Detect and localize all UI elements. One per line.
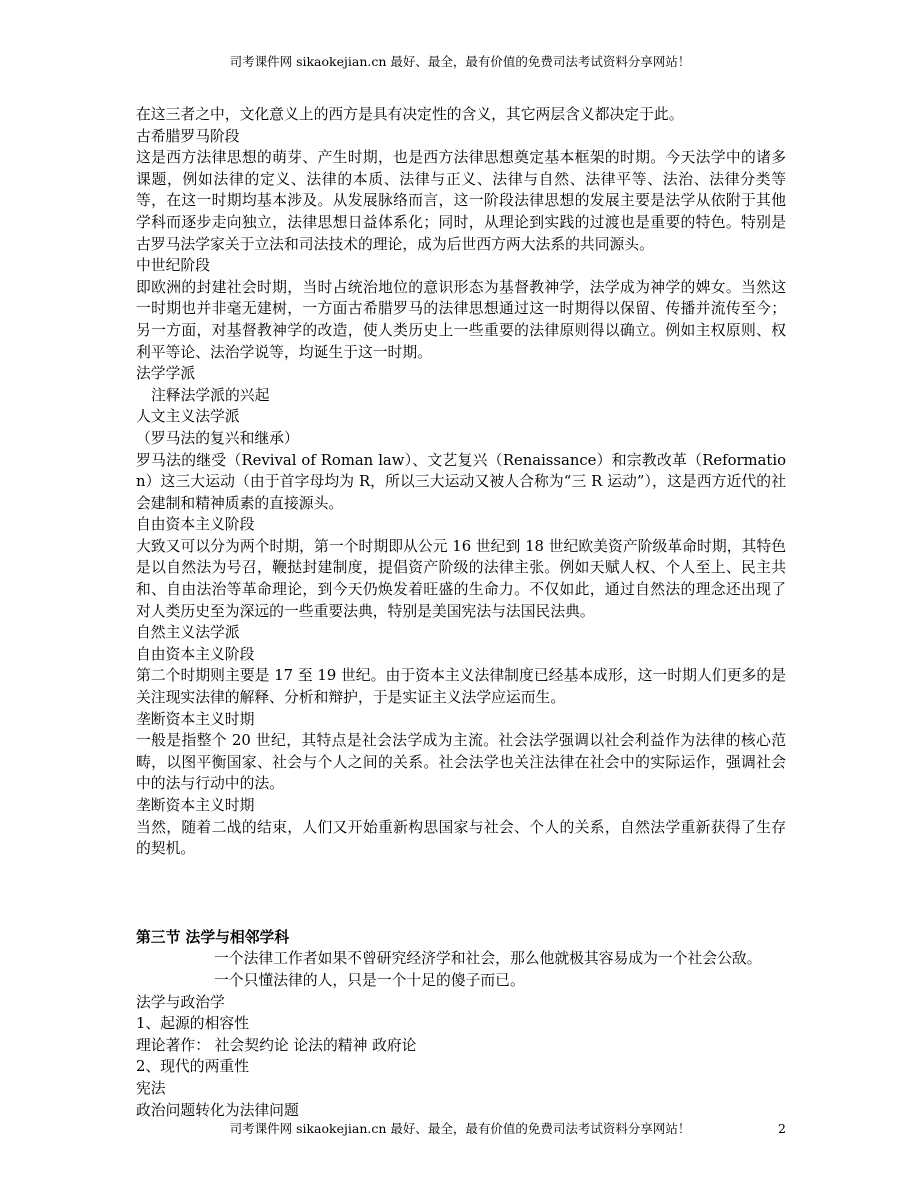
quote-line: 一个法律工作者如果不曾研究经济学和社会，那么他就极其容易成为一个社会公敌。 xyxy=(214,950,762,968)
paragraph: 即欧洲的封建社会时期，当时占统治地位的意识形态为基督教神学，法学成为神学的婢女。当然这一时期也并非毫无建树，一方面古希腊罗马的法律思想通过这一时期得以保留、传播并流传至今；另一方面，对基督教神学的改造，使人类历史上一些重要的法律原则得以确立。例如主权原则、权利平等论、法治学说等，均诞生于这一时期。 xyxy=(136,278,786,361)
paragraph: 第二个时期则主要是 17 至 19 世纪。由于资本主义法律制度已经基本成形，这一时期人们更多的是关注现实法律的解释、分析和辩护，于是实证主义法学应运而生。 xyxy=(136,667,786,707)
subheading: 注释法学派的兴起 xyxy=(151,386,270,404)
header-text: 司考课件网 sikaokejian.cn 最好、最全，最有价值的免费司法考试资料分享网站！ xyxy=(229,54,691,69)
subheading: 人文主义法学派 xyxy=(136,408,240,426)
subheading: 自然主义法学派 xyxy=(136,624,240,642)
paragraph: 政治问题转化为法律问题 xyxy=(136,1101,299,1119)
paragraph: 宪法 xyxy=(136,1079,166,1097)
page-footer xyxy=(0,1121,920,1137)
subheading: 法学学派 xyxy=(136,365,196,383)
subheading: 垄断资本主义时期 xyxy=(136,797,255,814)
spacer xyxy=(136,860,786,927)
paragraph: 罗马法的继受（Revival of Roman law）、文艺复兴（Renaissance）和宗教改革（Reformation）这三大运动（由于首字母均为 R，所以三大运动又被人合称为“三 R 运动”），这是西方近代的社会建制和精神质素的直接源头。 xyxy=(136,451,786,512)
page-number: 2 xyxy=(778,1121,786,1136)
footer-text: 司考课件网 sikaokejian.cn 最好、最全，最有价值的免费司法考试资料分享网站！ xyxy=(229,1121,691,1136)
paragraph: 一般是指整个 20 世纪，其特点是社会法学成为主流。社会法学强调以社会利益作为法律的核心范畴，以图平衡国家、社会与个人之间的关系。社会法学也关注法律在社会中的实际运作，强调社会中的法与行动中的法。 xyxy=(136,732,786,793)
paragraph: 在这三者之中，文化意义上的西方是具有决定性的含义，其它两层含义都决定于此。 xyxy=(136,106,684,123)
paragraph: 当然，随着二战的结束，人们又开始重新构思国家与社会、个人的关系，自然法学重新获得了生存的契机。 xyxy=(136,818,786,858)
paragraph: 大致又可以分为两个时期，第一个时期即从公元 16 世纪到 18 世纪欧美资产阶级革命时期，其特色是以自然法为号召，鞭挞封建制度，提倡资产阶级的法律主张。例如天赋人权、个人至上、民主共和、自由法治等革命理论，到今天仍焕发着旺盛的生命力。不仅如此，通过自然法的理念还出现了对人类历史至为深远的一些重要法典，特别是美国宪法与法国民法典。 xyxy=(136,537,786,620)
page-header xyxy=(0,54,920,70)
subheading: 中世纪阶段 xyxy=(136,257,210,275)
subheading: 古希腊罗马阶段 xyxy=(136,127,240,145)
list-item: 2、现代的两重性 xyxy=(136,1058,249,1076)
subheading: 自由资本主义阶段 xyxy=(136,645,255,663)
subheading: 自由资本主义阶段 xyxy=(136,516,255,534)
subheading: 法学与政治学 xyxy=(136,993,225,1011)
quote-line: 一个只懂法律的人，只是一个十足的傻子而已。 xyxy=(214,971,525,989)
list-item: 1、起源的相容性 xyxy=(136,1015,249,1033)
paragraph: （罗马法的复兴和继承） xyxy=(136,429,299,447)
document-body xyxy=(136,104,786,1121)
section-heading: 第三节 法学与相邻学科 xyxy=(136,928,290,946)
paragraph: 这是西方法律思想的萌芽、产生时期，也是西方法律思想奠定基本框架的时期。今天法学中的诸多课题，例如法律的定义、法律的本质、法律与正义、法律与自然、法律平等、法治、法律分类等等，在这一时期均基本涉及。从发展脉络而言，这一阶段法律思想的发展主要是法学从依附于其他学科而逐步走向独立，法律思想日益体系化；同时，从理论到实践的过渡也是重要的特色。特别是古罗马法学家关于立法和司法技术的理论，成为后世西方两大法系的共同源头。 xyxy=(136,149,786,253)
subheading: 垄断资本主义时期 xyxy=(136,710,255,728)
paragraph: 理论著作： 社会契约论 论法的精神 政府论 xyxy=(136,1036,417,1054)
